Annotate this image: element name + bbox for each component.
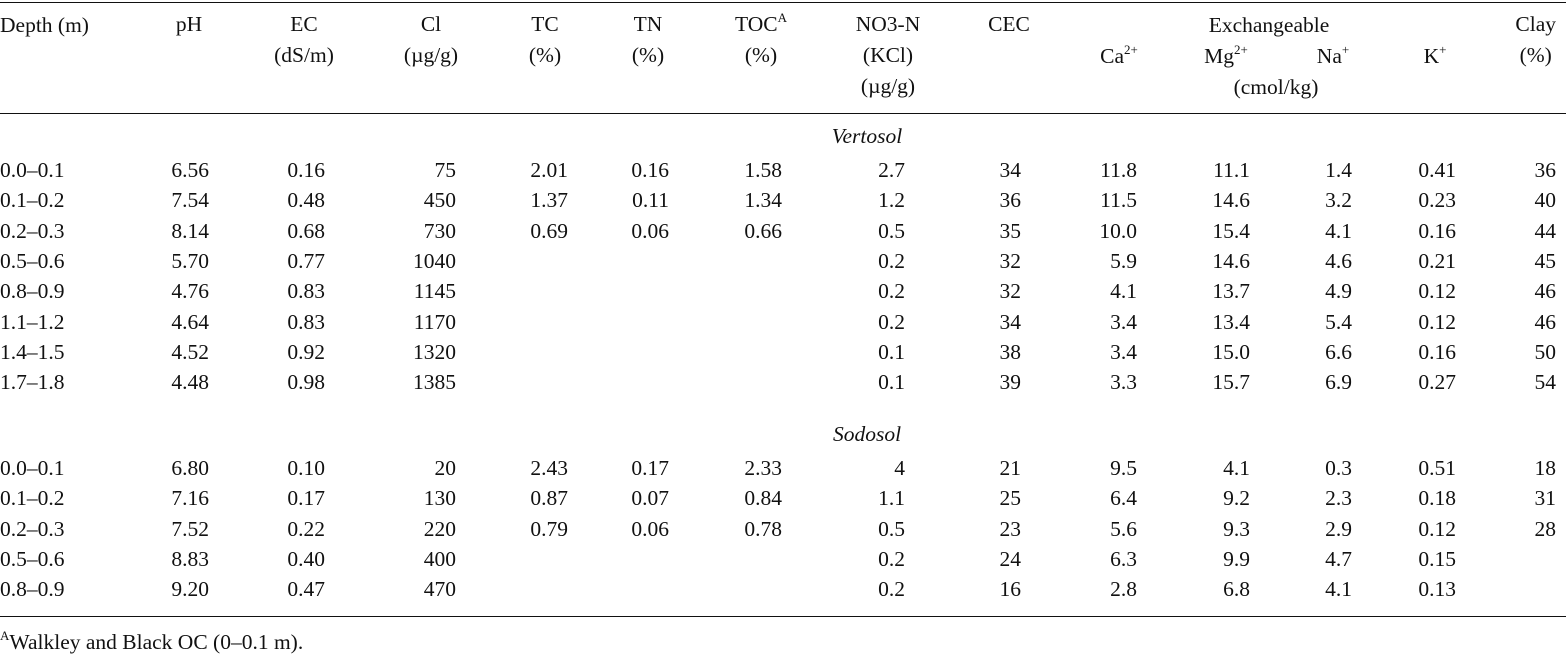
header-rule xyxy=(0,113,1566,114)
cell-tc: 0.87 xyxy=(530,486,568,511)
cell-no3n: 0.2 xyxy=(878,279,905,304)
cell-clay: 28 xyxy=(1534,516,1556,541)
cell-cl: 75 xyxy=(434,158,456,182)
cell-na: 4.1 xyxy=(1325,218,1352,243)
cell-k: 0.23 xyxy=(1418,188,1456,213)
cell-cl: 20 xyxy=(434,456,456,480)
cell-ph: 8.14 xyxy=(171,218,209,243)
cell-depth: 0.2–0.3 xyxy=(0,516,65,541)
cell-ec: 0.16 xyxy=(287,158,325,182)
cell-cec: 34 xyxy=(999,309,1021,334)
cell-mg: 15.7 xyxy=(1212,370,1250,395)
section-label: Sodosol xyxy=(832,422,902,446)
cell-ca: 11.8 xyxy=(1100,158,1137,182)
cell-mg: 15.4 xyxy=(1212,218,1250,243)
cell-cec: 39 xyxy=(999,370,1021,395)
cell-k: 0.15 xyxy=(1418,546,1456,571)
cell-cl: 730 xyxy=(423,218,456,243)
cell-na: 2.3 xyxy=(1325,486,1352,511)
cell-depth: 0.0–0.1 xyxy=(0,158,65,182)
cell-mg: 9.2 xyxy=(1223,486,1250,511)
cell-depth: 0.5–0.6 xyxy=(0,248,65,273)
header-ph: pH xyxy=(175,12,203,36)
cell-mg: 14.6 xyxy=(1212,248,1250,273)
header-exch-unit: (cmol/kg) xyxy=(1233,75,1319,99)
footnote-marker-toc: A xyxy=(777,10,788,25)
cell-ec: 0.22 xyxy=(287,516,325,541)
cell-cl: 220 xyxy=(423,516,456,541)
cell-mg: 4.1 xyxy=(1223,456,1250,480)
header-ca: $Ca^{2+}$ xyxy=(1100,42,1138,68)
header-no3n: NO3-N (KCl) (µg/g) xyxy=(855,12,921,98)
cell-no3n: 0.2 xyxy=(878,546,905,571)
cell-ec: 0.10 xyxy=(287,456,325,480)
cell-mg: 13.7 xyxy=(1212,279,1250,304)
cell-k: 0.16 xyxy=(1418,339,1456,364)
cell-tc: 2.01 xyxy=(530,158,568,182)
cell-ca: 4.1 xyxy=(1110,279,1137,304)
cell-ec: 0.68 xyxy=(287,218,325,243)
cell-no3n: 4 xyxy=(894,456,905,480)
cell-ph: 7.52 xyxy=(171,516,209,541)
cell-k: 0.13 xyxy=(1418,577,1456,602)
cell-cec: 16 xyxy=(999,577,1021,602)
cell-mg: 9.9 xyxy=(1223,546,1250,571)
cell-mg: 15.0 xyxy=(1212,339,1250,364)
header-tn: TN (%) xyxy=(631,12,665,67)
footnote-marker: A xyxy=(0,628,10,643)
cell-na: 4.1 xyxy=(1325,577,1352,602)
cell-cec: 23 xyxy=(999,516,1021,541)
cell-depth: 0.8–0.9 xyxy=(0,577,65,602)
cell-depth: 0.2–0.3 xyxy=(0,218,65,243)
cell-ph: 6.56 xyxy=(171,158,209,182)
cell-tn: 0.06 xyxy=(631,218,669,243)
header-cl: Cl (µg/g) xyxy=(403,12,459,67)
cell-k: 0.12 xyxy=(1418,516,1456,541)
cell-ph: 8.83 xyxy=(171,546,209,571)
cell-cec: 25 xyxy=(999,486,1021,511)
cell-ph: 6.80 xyxy=(171,456,209,480)
cell-cec: 32 xyxy=(999,248,1021,273)
cell-k: 0.12 xyxy=(1418,309,1456,334)
cell-depth: 1.1–1.2 xyxy=(0,309,65,334)
cell-cec: 34 xyxy=(999,158,1021,182)
cell-tc: 0.69 xyxy=(530,218,568,243)
cell-clay: 46 xyxy=(1534,279,1556,304)
cell-cec: 35 xyxy=(999,218,1021,243)
cell-k: 0.21 xyxy=(1418,248,1456,273)
cell-ca: 3.4 xyxy=(1110,309,1137,334)
cell-ca: 10.0 xyxy=(1099,218,1137,243)
header-clay: Clay (%) xyxy=(1515,12,1556,67)
cell-clay: 45 xyxy=(1534,248,1556,273)
cell-no3n: 0.5 xyxy=(878,218,905,243)
header-na: Na+ xyxy=(1316,42,1350,68)
cell-k: 0.18 xyxy=(1418,486,1456,511)
cell-no3n: 0.2 xyxy=(878,309,905,334)
cell-k: 0.16 xyxy=(1418,218,1456,243)
cell-ca: 5.6 xyxy=(1110,516,1137,541)
cell-ca: 6.3 xyxy=(1110,546,1137,571)
header-toc: $TOC^A$ (%) xyxy=(734,10,788,67)
cell-no3n: 1.1 xyxy=(878,486,905,511)
cell-ph: 4.76 xyxy=(171,279,209,304)
cell-cl: 1320 xyxy=(413,339,456,364)
cell-k: 0.12 xyxy=(1418,279,1456,304)
cell-no3n: 1.2 xyxy=(878,188,905,213)
cell-clay: 40 xyxy=(1534,188,1556,213)
cell-na: 6.9 xyxy=(1325,370,1352,395)
footnote-text: Walkley and Black OC (0–0.1 m). xyxy=(9,630,304,654)
cell-toc: 2.33 xyxy=(744,456,782,480)
cell-cl: 450 xyxy=(423,188,456,213)
cell-clay: 44 xyxy=(1534,218,1556,243)
cell-na: 1.4 xyxy=(1325,158,1352,182)
cell-ec: 0.40 xyxy=(287,546,325,571)
cell-na: 2.9 xyxy=(1325,516,1352,541)
cell-k: 0.41 xyxy=(1418,158,1456,182)
cell-cec: 21 xyxy=(999,456,1021,480)
cell-toc: 1.34 xyxy=(744,188,782,213)
cell-cec: 24 xyxy=(999,546,1021,571)
cell-depth: 0.1–0.2 xyxy=(0,486,65,511)
header-tc: TC (%) xyxy=(528,12,562,67)
header-k: K+ xyxy=(1423,42,1447,68)
header-exchangeable: Exchangeable xyxy=(1208,13,1330,37)
cell-no3n: 0.5 xyxy=(878,516,905,541)
cell-depth: 0.0–0.1 xyxy=(0,456,65,480)
cell-cl: 1385 xyxy=(413,370,456,395)
cell-na: 4.6 xyxy=(1325,248,1352,273)
cell-ec: 0.83 xyxy=(287,309,325,334)
cell-ec: 0.48 xyxy=(287,188,325,213)
cell-na: 5.4 xyxy=(1325,309,1352,334)
cell-clay: 36 xyxy=(1534,158,1556,182)
cell-ph: 4.52 xyxy=(171,339,209,364)
cell-toc: 0.66 xyxy=(744,218,782,243)
cell-na: 3.2 xyxy=(1325,188,1352,213)
cell-mg: 6.8 xyxy=(1223,577,1250,602)
cell-clay: 31 xyxy=(1534,486,1556,511)
cell-no3n: 0.1 xyxy=(878,339,905,364)
cell-cl: 1170 xyxy=(413,309,456,334)
cell-toc: 1.58 xyxy=(744,158,782,182)
cell-clay: 54 xyxy=(1534,370,1556,395)
cell-ca: 3.4 xyxy=(1110,339,1137,364)
cell-cl: 130 xyxy=(423,486,456,511)
cell-cec: 36 xyxy=(999,188,1021,213)
cell-depth: 0.1–0.2 xyxy=(0,188,65,213)
cell-tn: 0.17 xyxy=(631,456,669,480)
cell-toc: 0.84 xyxy=(744,486,782,511)
cell-mg: 14.6 xyxy=(1212,188,1250,213)
cell-ph: 4.64 xyxy=(171,309,209,334)
header-mg: $Mg^{2+}$ xyxy=(1204,42,1248,68)
bottom-rule xyxy=(0,616,1566,617)
cell-tc: 2.43 xyxy=(530,456,568,480)
cell-na: 0.3 xyxy=(1325,456,1352,480)
cell-tn: 0.11 xyxy=(632,188,669,213)
cell-ec: 0.92 xyxy=(287,339,325,364)
section-label: Vertosol xyxy=(831,124,903,148)
cell-ca: 5.9 xyxy=(1110,248,1137,273)
cell-cl: 1040 xyxy=(413,248,456,273)
cell-ca: 11.5 xyxy=(1100,188,1137,213)
cell-ph: 5.70 xyxy=(171,248,209,273)
cell-cec: 32 xyxy=(999,279,1021,304)
cell-na: 4.9 xyxy=(1325,279,1352,304)
cell-no3n: 0.1 xyxy=(878,370,905,395)
cell-ec: 0.98 xyxy=(287,370,325,395)
cell-mg: 11.1 xyxy=(1213,158,1250,182)
cell-ph: 7.54 xyxy=(171,188,209,213)
cell-depth: 1.4–1.5 xyxy=(0,339,65,364)
cell-clay: 50 xyxy=(1534,339,1556,364)
header-depth: Depth (m) xyxy=(0,13,89,37)
cell-ec: 0.17 xyxy=(287,486,325,511)
cell-ec: 0.47 xyxy=(287,577,325,602)
cell-ca: 6.4 xyxy=(1110,486,1137,511)
cell-k: 0.27 xyxy=(1418,370,1456,395)
cell-ca: 3.3 xyxy=(1110,370,1137,395)
cell-mg: 13.4 xyxy=(1212,309,1250,334)
cell-na: 6.6 xyxy=(1325,339,1352,364)
cell-tn: 0.16 xyxy=(631,158,669,182)
cell-na: 4.7 xyxy=(1325,546,1352,571)
cell-ec: 0.77 xyxy=(287,248,325,273)
cell-ca: 9.5 xyxy=(1110,456,1137,480)
header-cec: CEC xyxy=(988,12,1030,36)
cell-cl: 470 xyxy=(423,577,456,602)
cell-toc: 0.78 xyxy=(744,516,782,541)
cell-k: 0.51 xyxy=(1418,456,1456,480)
cell-depth: 0.8–0.9 xyxy=(0,279,65,304)
cell-tc: 0.79 xyxy=(530,516,568,541)
cell-depth: 1.7–1.8 xyxy=(0,370,65,395)
cell-no3n: 2.7 xyxy=(878,158,905,182)
cell-ph: 4.48 xyxy=(171,370,209,395)
top-rule xyxy=(0,2,1566,3)
cell-no3n: 0.2 xyxy=(878,577,905,602)
cell-cec: 38 xyxy=(999,339,1021,364)
footnote xyxy=(0,628,304,654)
cell-ph: 7.16 xyxy=(171,486,209,511)
cell-clay: 46 xyxy=(1534,309,1556,334)
cell-ec: 0.83 xyxy=(287,279,325,304)
cell-mg: 9.3 xyxy=(1223,516,1250,541)
cell-no3n: 0.2 xyxy=(878,248,905,273)
cell-tn: 0.07 xyxy=(631,486,669,511)
cell-clay: 18 xyxy=(1534,456,1556,480)
cell-depth: 0.5–0.6 xyxy=(0,546,65,571)
cell-ph: 9.20 xyxy=(171,577,209,602)
cell-ca: 2.8 xyxy=(1110,577,1137,602)
cell-tn: 0.06 xyxy=(631,516,669,541)
header-ec: EC (dS/m) xyxy=(274,12,334,67)
cell-cl: 1145 xyxy=(413,279,456,304)
cell-cl: 400 xyxy=(423,546,456,571)
cell-tc: 1.37 xyxy=(530,188,568,213)
